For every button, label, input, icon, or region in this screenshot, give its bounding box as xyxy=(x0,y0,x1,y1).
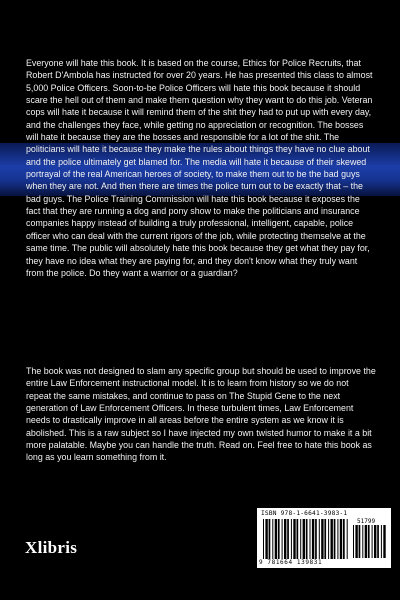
publisher-logo: Xlibris xyxy=(25,538,78,557)
price-supplement-label: 51799 xyxy=(357,518,376,525)
blurb-paragraph-2: The book was not designed to slam any specific group but should be used to improve the entire Law Enforcement instructional model. It is to learn from history so we do not repeat the same mistakes, and continue to pass on The Stupid Gene to the next generation of Law Enforcement Officers. In these turbulent times, Law Enforcement needs to drastically improve in all areas before the entire system as we know it is abolished. This is a raw subject so I have injected my own twisted humor to make it a bit more palatable. Maybe you can handle the truth. Read on. Feel free to hate this book as long as you learn something from it. xyxy=(26,366,376,463)
isbn-label: ISBN 978-1-6641-3983-1 xyxy=(261,510,348,517)
ean-barcode-bars xyxy=(263,519,349,559)
blurb-paragraph-1: Everyone will hate this book. It is based on the course, Ethics for Police Recruits, that Robert D'Ambola has instructed for over 20 years. He has presented this class to almost 5,000 Police Officers. Soon-to-be Police Officers will hate this book because it should scare the hell out of them and make them question why they want to do this job. Veteran cops will hate it because it will remind them of the shit they had to put up with every day, and the challenges they face, while getting no appreciation or recognition. The bosses will hate it because they are the bosses and responsible for a lot of the shit. The politicians will hate it because they make the rules about things they have no clue about and the police ultimately get blamed for. The media will hate it because of their skewed portrayal of the real American heroes of society, to make them out to be the bad guys when they are not. And then there are times the police turn out to be exactly that – the bad guys. The Police Training Commission will hate this book because it exposes the fact that they are running a dog and pony show to make the politicians and insurance companies happy instead of building a truly professional, intelligent, capable, police officer who can deal with the current rigors of the job, while protecting themselve at the same time. The public will absolutely hate this book because they get what they pay for, they have no idea what they are paying for, and they don't know what they truly want from the police. Do they want a warrior or a guardian? xyxy=(26,58,373,278)
ean-number-label: 9 781664 139831 xyxy=(259,559,323,566)
isbn-barcode xyxy=(257,508,391,568)
supplement-barcode-bars xyxy=(353,525,387,558)
